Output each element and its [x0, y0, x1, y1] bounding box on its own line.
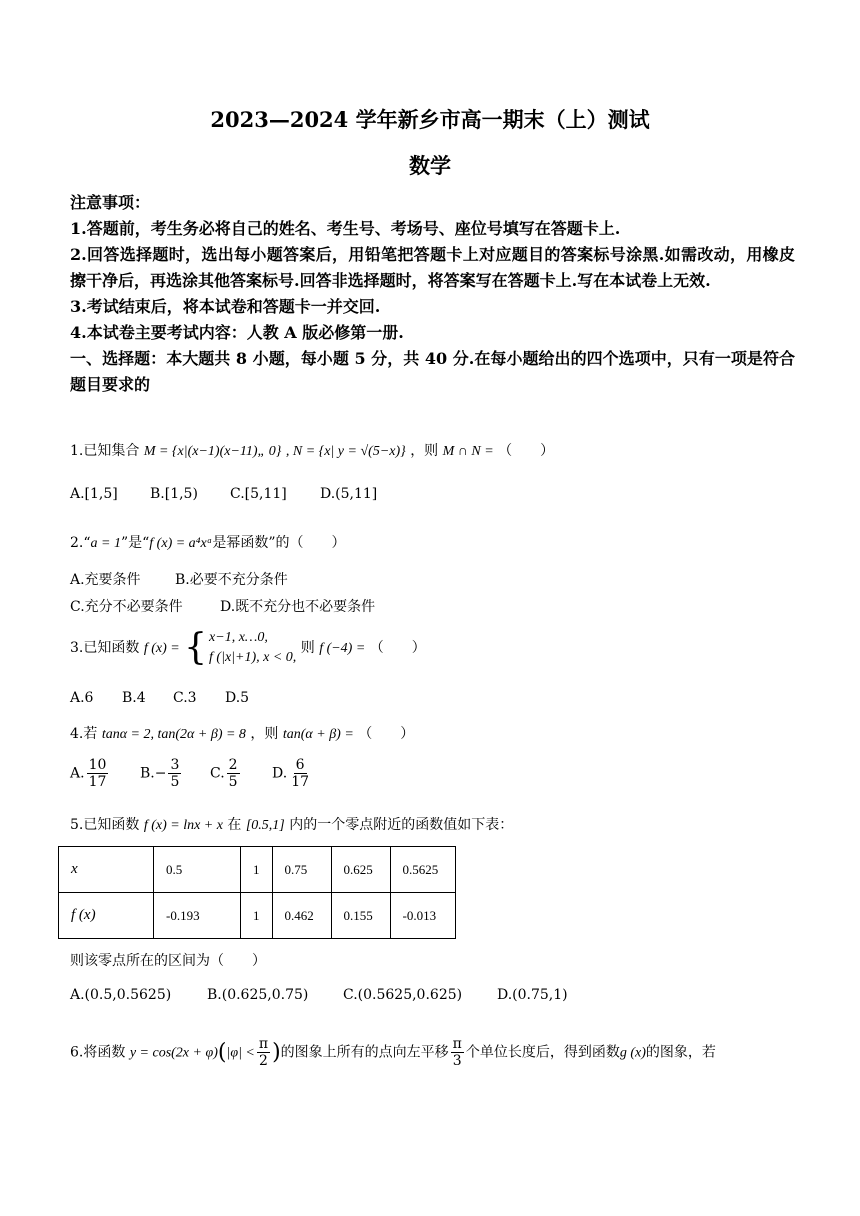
paren-glyph: (: [217, 1040, 227, 1065]
q5-option-d[interactable]: D.(0.75,1): [497, 987, 568, 1003]
q2-stem-b: ”是“: [120, 535, 150, 551]
q1-stem-a: 1.已知集合: [70, 443, 140, 459]
q5-follow: 则该零点所在的区间为（ ）: [70, 953, 266, 969]
q3-stem-a: 3.已知函数: [70, 640, 140, 656]
q4-option-a-num: 10: [88, 757, 107, 773]
q3-func: f (x) =: [143, 641, 180, 656]
notice-item-2: 2.回答选择题时，选出每小题答案后，用铅笔把答题卡上对应题目的答案标号涂黑.如需改动，用橡皮擦干净后，再选涂其他答案标号.回答非选择题时，将答案写在答题卡上.写在本试卷上无效.: [70, 245, 795, 290]
q3-option-b[interactable]: B.4: [122, 690, 146, 706]
q3-case-1: x−1, x…0,: [209, 630, 268, 645]
q6-two-den: 2: [259, 1053, 268, 1069]
q4-option-c[interactable]: [210, 757, 242, 790]
q4-option-d-label: D.: [272, 765, 288, 782]
table-cell: 0.75: [272, 847, 331, 893]
q2-option-a[interactable]: A.充要条件: [70, 572, 141, 588]
table-cell: 1: [241, 893, 273, 939]
q6-frac-pi-3: [451, 1036, 464, 1069]
q5-interval: [0.5,1]: [245, 818, 285, 833]
q6-pi-num-2: π: [452, 1036, 462, 1052]
q5-stem-a: 5.已知函数: [70, 817, 140, 833]
notice-item-4: 4.本试卷主要考试内容：人教 A 版必修第一册.: [70, 323, 404, 342]
table-cell: 0.5: [154, 847, 241, 893]
q1-expr: M ∩ N =: [442, 444, 494, 459]
q6-cond: |φ| <: [226, 1045, 255, 1061]
q4-option-c-frac: [227, 757, 240, 790]
q2-option-c[interactable]: C.充分不必要条件: [70, 599, 183, 615]
q4-expr: tan(α + β) =: [282, 727, 354, 742]
q6-stem-a: 6.将函数: [70, 1044, 126, 1061]
table-row: [59, 847, 456, 893]
table-cell: 0.155: [331, 893, 390, 939]
q5-option-c[interactable]: C.(0.5625,0.625): [343, 987, 463, 1003]
section-heading: 一、选择题：本大题共 8 小题，每小题 5 分，共 40 分.在每小题给出的四个选项中，只有一项是符合题目要求的: [70, 349, 795, 394]
q6-three-den: 3: [452, 1053, 462, 1069]
q4-stem-b: ，则: [250, 726, 279, 742]
notice-item-1: 1.答题前，考生务必将自己的姓名、考生号、考场号、座位号填写在答题卡上.: [70, 219, 621, 238]
table-cell: 1: [241, 847, 273, 893]
q4-option-b-sign: −: [154, 765, 167, 782]
q3-option-d[interactable]: D.5: [225, 690, 250, 706]
q4-option-d-num: 6: [295, 757, 305, 773]
q1-paren: （ ）: [498, 443, 555, 459]
paren-glyph: ): [272, 1040, 281, 1065]
q1-option-c[interactable]: C.[5,11]: [230, 486, 287, 502]
q1-option-d[interactable]: D.(5,11]: [320, 486, 378, 502]
q4-option-b-frac: [168, 757, 181, 790]
question-3: [70, 628, 426, 668]
question-6: [70, 1036, 716, 1069]
table-header-fx: f (x): [59, 893, 154, 939]
q4-option-d[interactable]: [272, 757, 313, 790]
question-5: [70, 814, 513, 834]
q4-option-a[interactable]: [70, 757, 110, 790]
q1-set-n: , N = {x| y = √(5−x)}: [285, 444, 406, 459]
q1-option-a[interactable]: A.[1,5]: [70, 486, 118, 502]
question-2: [70, 532, 346, 552]
notice-block: [70, 190, 795, 398]
q3-option-c[interactable]: C.3: [173, 690, 197, 706]
subject-title: 数学: [409, 153, 451, 178]
q5-option-b[interactable]: B.(0.625,0.75): [207, 987, 309, 1003]
q3-paren: （ ）: [369, 640, 426, 656]
q5-option-a[interactable]: A.(0.5,0.5625): [70, 987, 172, 1003]
q5-stem-c: 内的一个零点附近的函数值如下表：: [289, 817, 514, 833]
q3-stem-b: 则: [300, 640, 315, 656]
q6-frac-pi-2: [257, 1036, 270, 1069]
q4-option-d-den: 17: [291, 774, 310, 790]
q4-option-c-num: 2: [228, 757, 238, 773]
table-cell: -0.013: [390, 893, 455, 939]
q6-stem-c: 个单位长度后，得到函数: [465, 1044, 620, 1061]
q4-paren: （ ）: [358, 726, 415, 742]
table-header-x: x: [59, 847, 154, 893]
q2-func: f (x) = a⁴xᵃ: [149, 536, 213, 551]
q6-stem-b: 的图象上所有的点向左平移: [280, 1044, 449, 1061]
q2-option-d[interactable]: D.既不充分也不必要条件: [220, 599, 376, 615]
q4-option-a-den: 17: [88, 774, 107, 790]
notice-item-3: 3.考试结束后，将本试卷和答题卡一并交回.: [70, 297, 381, 316]
q3-case-2: f (|x|+1), x < 0,: [209, 650, 297, 665]
q6-gfunc: g (x): [619, 1045, 646, 1061]
q1-stem-b: ，则: [410, 443, 439, 459]
q1-set-m: M = {x|(x−1)(x−11)„ 0}: [143, 444, 282, 459]
q5-stem-b: 在: [227, 817, 242, 833]
notice-heading: 注意事项：: [70, 193, 151, 212]
q4-option-b-label: B.: [140, 765, 155, 782]
q3-expr: f (−4) =: [319, 641, 366, 656]
table-row: [59, 893, 456, 939]
q6-pi-num: π: [258, 1036, 269, 1052]
q1-option-b[interactable]: B.[1,5): [150, 486, 198, 502]
q6-stem-d: 的图象，若: [645, 1044, 716, 1061]
q4-option-c-den: 5: [228, 774, 238, 790]
table-cell: 0.5625: [390, 847, 455, 893]
table-cell: 0.462: [272, 893, 331, 939]
q4-option-b-den: 5: [170, 774, 180, 790]
q5-func: f (x) = lnx + x: [143, 818, 223, 833]
table-cell: 0.625: [331, 847, 390, 893]
q5-value-table: [58, 846, 456, 939]
q4-option-d-frac: [289, 757, 311, 790]
q4-option-a-label: A.: [70, 765, 85, 782]
q2-option-b[interactable]: B.必要不充分条件: [175, 572, 288, 588]
question-4: [70, 723, 414, 743]
q4-option-b[interactable]: [140, 757, 183, 790]
brace-glyph: {: [184, 627, 208, 668]
q3-option-a[interactable]: A.6: [70, 690, 94, 706]
exam-title: 2023—2024 学年新乡市高一期末（上）测试: [210, 107, 650, 132]
q2-cond: a = 1: [90, 536, 121, 551]
question-1: [70, 440, 554, 460]
table-cell: -0.193: [154, 893, 241, 939]
q4-stem-a: 4.若: [70, 726, 98, 742]
q4-cond: tanα = 2, tan(2α + β) = 8: [101, 727, 246, 742]
q4-option-c-label: C.: [210, 765, 225, 782]
q6-func: y = cos(2x + φ): [129, 1045, 218, 1061]
q3-cases: [209, 628, 296, 668]
q4-option-a-frac: [87, 757, 109, 790]
q4-option-b-num: 3: [170, 757, 180, 773]
q2-stem-a: 2.“: [70, 535, 91, 551]
q2-stem-c: 是幂函数”的（ ）: [212, 535, 346, 551]
